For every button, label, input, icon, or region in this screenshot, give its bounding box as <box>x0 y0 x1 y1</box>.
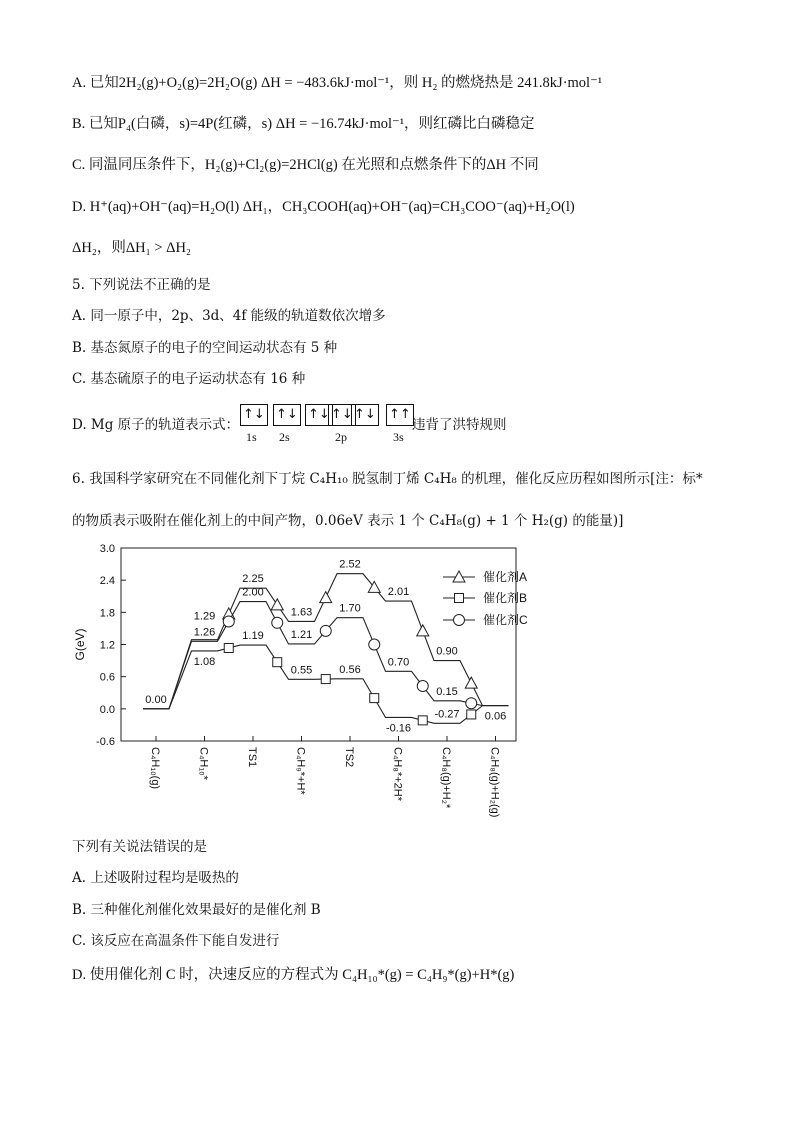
data-label: 0.56 <box>339 663 361 676</box>
marker-triangle <box>320 592 332 603</box>
orbital-2p-box-1: ↑↓ <box>305 404 333 426</box>
orbital-2s-box: ↑↓ <box>273 404 301 426</box>
x-tick-label: C₄H₁₀* <box>197 747 210 780</box>
data-label: 0.90 <box>436 645 458 658</box>
x-tick-label: TS2 <box>343 747 355 768</box>
data-label: 1.70 <box>339 602 361 615</box>
data-label: 2.00 <box>242 586 264 599</box>
data-label: 0.70 <box>387 656 410 669</box>
data-label: 1.63 <box>290 606 313 619</box>
q6-stem-line2: 的物质表示吸附在催化剂上的中间产物，0.06eV 表示 1 个 C₄H₈(g) + 1 个 H₂(g) 的能量)] <box>72 513 624 529</box>
q6-question: 下列有关说法错误的是 <box>72 839 207 855</box>
marker-circle <box>320 625 331 636</box>
q5-option-d-prefix: D. Mg 原子的轨道表示式： <box>72 417 240 433</box>
y-axis-label: G(eV) <box>73 628 87 661</box>
legend-label: 催化剂B <box>483 591 528 605</box>
x-tick-label: C₄H₈(g)+H₂* <box>440 747 452 809</box>
q6-option-d: D. 使用催化剂 C 时，决速反应的方程式为 C₄H₁₀*(g) = C₄H₉*(g)+H*(g) <box>72 967 515 983</box>
y-tick-label: -0.6 <box>96 736 115 748</box>
orbital-1s-box: ↑↓ <box>240 404 268 426</box>
marker-square <box>273 658 282 667</box>
data-label: 1.21 <box>290 628 313 641</box>
legend-label: 催化剂C <box>483 613 528 627</box>
marker-triangle <box>271 599 283 610</box>
q4-option-a: A. 已知2H₂(g)+O₂(g)=2H₂O(g) ΔH = −483.6kJ·mol⁻¹，则 H₂ 的燃烧热是 241.8kJ·mol⁻¹ <box>72 75 603 91</box>
legend-label: 催化剂A <box>483 570 528 584</box>
data-label: 0.55 <box>290 664 313 677</box>
q4-option-c: C. 同温同压条件下，H₂(g)+Cl₂(g)=2HCl(g) 在光照和点燃条件下的ΔH 不同 <box>72 157 539 173</box>
data-label: 0.00 <box>145 693 167 706</box>
y-tick-label: 2.4 <box>99 575 115 588</box>
q5-option-d-suffix: 违背了洪特规则 <box>412 417 507 433</box>
x-tick-label: C₄H₈(g)+H₂(g) <box>488 747 501 818</box>
q6-option-c: C. 该反应在高温条件下能自发进行 <box>72 933 280 949</box>
marker-circle <box>272 617 283 628</box>
y-tick-label: 1.2 <box>99 639 115 652</box>
y-tick-label: 1.8 <box>99 607 115 620</box>
label-3s: 3s <box>393 430 404 444</box>
x-tick-label: C₄H₁₀(g) <box>149 747 161 790</box>
data-label: 0.15 <box>436 685 458 698</box>
data-label: -0.27 <box>434 708 460 721</box>
marker-circle <box>466 698 477 709</box>
x-tick-label: C₄H₉*+H* <box>294 747 307 795</box>
q4-option-b: B. 已知P₄(白磷，s)=4P(红磷，s) ΔH = −16.74kJ·mol⁻¹，则红磷比白磷稳定 <box>72 116 535 132</box>
legend-square-icon <box>455 594 464 603</box>
marker-circle <box>223 616 234 627</box>
x-tick-label: C₄H₈*+2H* <box>391 747 404 801</box>
x-tick-label: TS1 <box>246 747 258 768</box>
data-label: 1.19 <box>242 630 264 643</box>
q6-option-b: B. 三种催化剂催化效果最好的是催化剂 B <box>72 902 321 918</box>
marker-circle <box>417 681 428 692</box>
q6-option-a: A. 上述吸附过程均是吸热的 <box>72 870 239 886</box>
data-label: 0.06 <box>484 710 507 723</box>
q5-option-a: A. 同一原子中，2p、3d、4f 能级的轨道数依次增多 <box>72 308 386 324</box>
orbital-2p-box-2: ↑↓ <box>328 404 356 426</box>
orbital-diagram <box>236 404 416 444</box>
q4-option-d: D. H⁺(aq)+OH⁻(aq)=H₂O(l) ΔH₁，CH₃COOH(aq)+OH⁻(aq)=CH₃COO⁻(aq)+H₂O(l) <box>72 199 575 215</box>
data-label: 2.01 <box>387 586 410 599</box>
marker-square <box>370 694 379 703</box>
y-tick-label: 3.0 <box>99 543 115 555</box>
label-2p: 2p <box>335 430 347 444</box>
q6-stem-line1: 6. 我国科学家研究在不同催化剂下丁烷 C₄H₁₀ 脱氢制丁烯 C₄H₈ 的机理，催化反应历程如图所示[注：标* <box>72 471 703 487</box>
data-label: 1.26 <box>193 626 216 639</box>
marker-square <box>467 710 476 719</box>
data-label: -0.16 <box>385 722 412 735</box>
orbital-3s-box: ↑↑ <box>386 404 414 426</box>
marker-square <box>321 675 330 684</box>
q4-option-d-cont: ΔH₂，则ΔH₁ > ΔH₂ <box>72 240 191 256</box>
marker-square <box>224 643 233 652</box>
marker-square <box>418 716 427 725</box>
data-label: 2.25 <box>242 573 264 586</box>
energy-profile-chart <box>0 540 794 840</box>
marker-triangle <box>465 677 477 688</box>
marker-triangle <box>417 625 429 636</box>
data-label: 1.29 <box>193 610 216 623</box>
q5-stem: 5. 下列说法不正确的是 <box>72 277 211 293</box>
label-2s: 2s <box>279 430 290 444</box>
data-label: 1.08 <box>193 655 216 668</box>
y-tick-label: 0.0 <box>99 703 115 716</box>
marker-circle <box>369 639 380 650</box>
legend-circle-icon <box>454 615 465 626</box>
data-label: 2.52 <box>339 558 361 571</box>
q5-option-c: C. 基态硫原子的电子运动状态有 16 种 <box>72 371 306 387</box>
q5-option-b: B. 基态氮原子的电子的空间运动状态有 5 种 <box>72 340 338 356</box>
y-tick-label: 0.6 <box>99 671 115 684</box>
label-1s: 1s <box>246 430 257 444</box>
orbital-2p-box-3: ↑↓ <box>351 404 379 426</box>
